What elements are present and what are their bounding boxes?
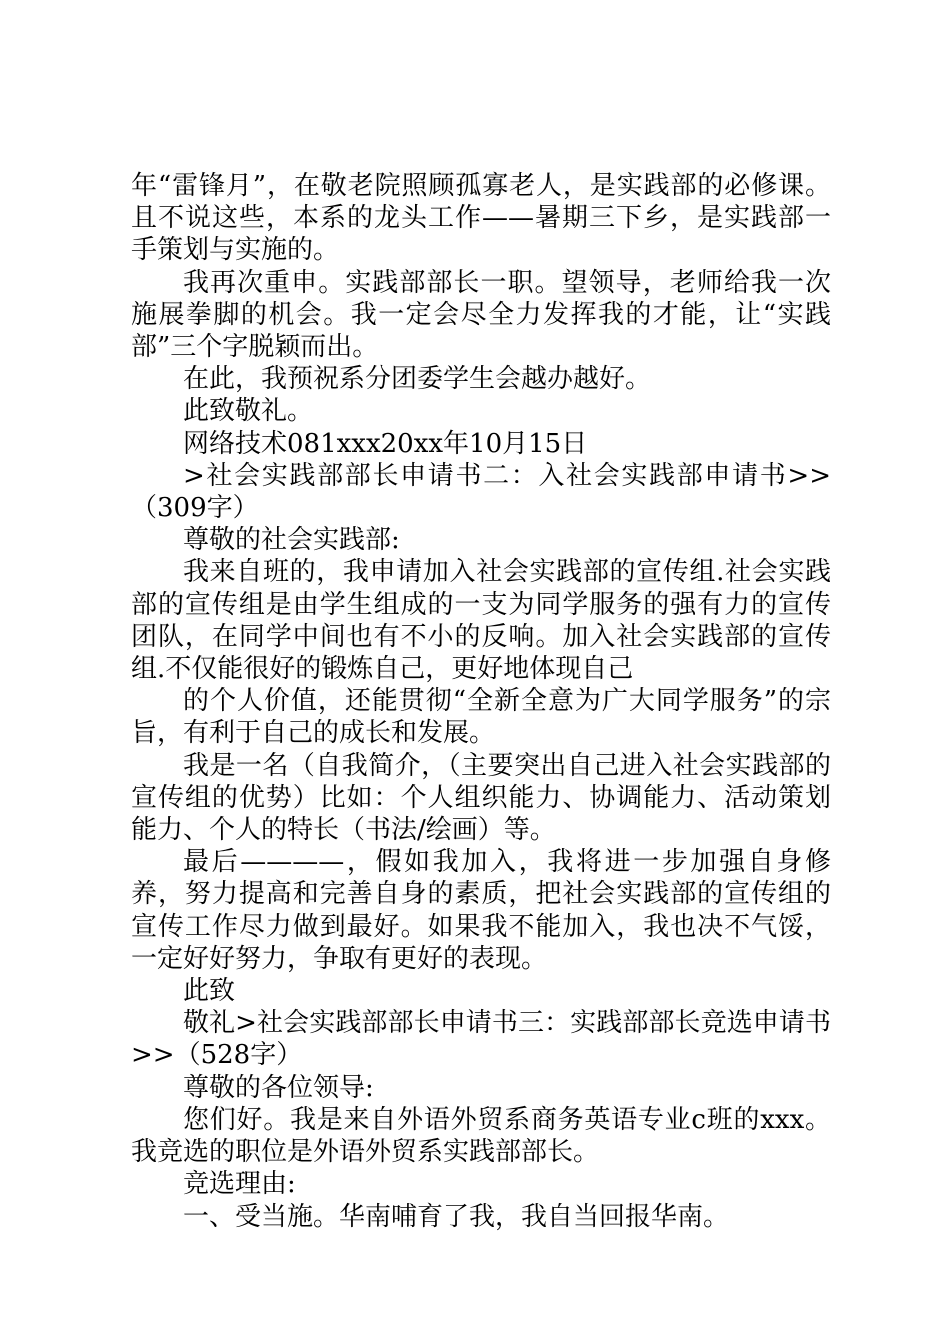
paragraph-7: 的个人价值，还能贯彻“全新全意为广大同学服务”的宗旨，有利于自己的成长和发展。 bbox=[131, 686, 831, 749]
section-heading-2: >社会实践部部长申请书二：入社会实践部申请书>>（309字） bbox=[131, 460, 831, 524]
paragraph-12: 一、受当施。华南哺育了我，我自当回报华南。 bbox=[183, 1201, 730, 1232]
salutation-2: 尊敬的社会实践部: bbox=[183, 525, 400, 556]
salutation-3: 尊敬的各位领导: bbox=[183, 1072, 374, 1103]
paragraph-1: 年“雷锋月”，在敬老院照顾孤寡老人，是实践部的必修课。且不说这些，本系的龙头工作——暑期三下乡，是实践部一手策划与实施的。 bbox=[131, 171, 831, 266]
paragraph-5: 网络技术081xxx20xx年10月15日 bbox=[183, 428, 588, 459]
document-body bbox=[131, 170, 831, 1233]
paragraph-3: 在此，我预祝系分团委学生会越办越好。 bbox=[183, 364, 652, 395]
paragraph-8: 我是一名（自我简介，（主要突出自己进入社会实践部的宣传组的优势）比如：个人组织能力、协调能力、活动策划能力、个人的特长（书法/绘画）等。 bbox=[131, 750, 831, 846]
paragraph-2: 我再次重申。实践部部长一职。望领导，老师给我一次施展拳脚的机会。我一定会尽全力发挥我的才能，让“实践部”三个字脱颖而出。 bbox=[131, 267, 831, 363]
paragraph-11: 竞选理由: bbox=[183, 1169, 296, 1200]
paragraph-10: 您们好。我是来自外语外贸系商务英语专业c班的xxx。我竞选的职位是外语外贸系实践部部长。 bbox=[131, 1104, 831, 1168]
paragraph-9: 最后————，假如我加入，我将进一步加强自身修养，努力提高和完善自身的素质，把社会实践部的宣传组的宣传工作尽力做到最好。如果我不能加入，我也决不气馁，一定好好努力，争取有更好的表现。 bbox=[131, 847, 831, 974]
paragraph-6: 我来自班的，我申请加入社会实践部的宣传组.社会实践部的宣传组是由学生组成的一支为同学服务的强有力的宣传团队，在同学中间也有不小的反响。加入社会实践部的宣传组.不仅能很好的锻炼自己，更好地体现自己 bbox=[131, 557, 831, 685]
paragraph-4: 此致敬礼。 bbox=[183, 396, 314, 427]
section-heading-3: 敬礼>社会实践部部长申请书三：实践部部长竞选申请书>>（528字） bbox=[131, 1008, 831, 1071]
closing-2: 此致 bbox=[183, 976, 236, 1007]
